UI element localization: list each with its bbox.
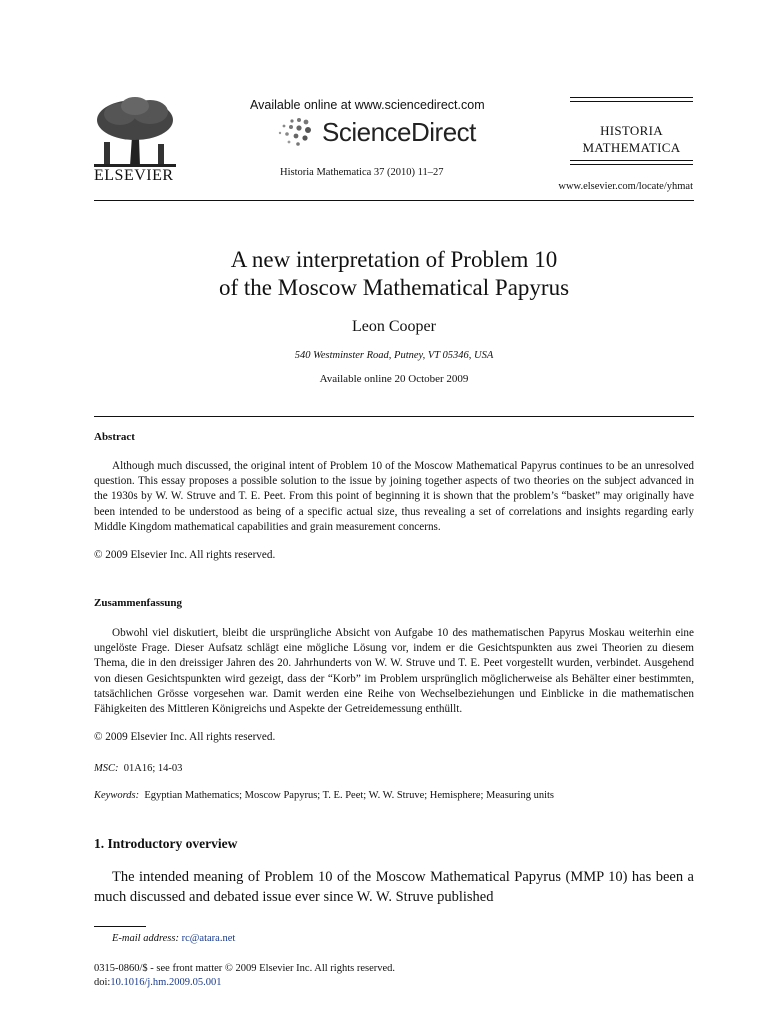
doi-label: doi: — [94, 977, 111, 988]
msc-label: MSC: — [94, 763, 119, 774]
zusammenfassung-copyright: © 2009 Elsevier Inc. All rights reserved. — [94, 731, 276, 743]
abstract-text: Although much discussed, the original intent of Problem 10 of the Moscow Mathematical Papyrus continues to be an unresolved question. This essay proposes a possible solution to the issue by joining together aspects of two theories on the subject advanced in the 1930s by W. W. Struve and T. E. Peet. From this point of beginning it is shown that the problem’s “basket” may originally have been intended to be understood as being of a specific actual size, thus revealing a set of correlations and insights regarding early Middle Kingdom mathematical capabilities and grain measurement concerns. — [94, 460, 694, 533]
article-title-line1: A new interpretation of Problem 10 — [230, 247, 558, 272]
journal-rule — [570, 101, 693, 102]
front-matter: 0315-0860/$ - see front matter © 2009 Elsevier Inc. All rights reserved. — [94, 963, 396, 974]
email-label: E-mail address: — [112, 933, 179, 944]
email-link[interactable]: rc@atara.net — [181, 933, 236, 944]
zusammenfassung-body — [94, 626, 694, 717]
journal-rule — [570, 160, 693, 161]
zusammenfassung-text: Obwohl viel diskutiert, bleibt die ursprüngliche Absicht von Aufgabe 10 des mathematischen Papyrus Moskau weiterhin eine ungelöste Frage. Dieser Aufsatz schlägt eine mögliche Lösung vor, indem er die Gesichtspunkten aus zwei Theorien zu diesem Thema, die in den dreissiger Jahren des 20. Jahrhunderts von W. W. Struve und T. E. Peet vorgestellt wurden, verbindet. Ausgehend von diesen Gesichtspunkten wird gezeigt, dass der “Korb” im Problem ursprünglich möglicherweise als Behälter einer bestimmten, tatsächlichen Grösse vorgesehen war. Damit werden eine Reihe von Wechselbeziehungen und Einblicke in die mathematischen Fähigkeiten des Mittleren Königreichs und Aspekte der Getreidemessung enthüllt. — [94, 627, 694, 716]
msc-value: 01A16; 14-03 — [123, 763, 183, 774]
sciencedirect-logo-text: ScienceDirect — [322, 117, 476, 147]
header-divider — [94, 200, 694, 201]
keywords — [94, 790, 554, 801]
article-title — [94, 246, 694, 302]
available-online-date: Available online 20 October 2009 — [319, 373, 469, 385]
abstract-divider — [94, 416, 694, 417]
publisher-name: ELSEVIER — [94, 167, 174, 184]
doi-line — [94, 977, 221, 988]
sciencedirect-dots-icon — [272, 117, 322, 147]
author-affiliation: 540 Westminster Road, Putney, VT 05346, USA — [294, 350, 494, 361]
doi-link[interactable]: 10.1016/j.hm.2009.05.001 — [110, 977, 222, 988]
zusammenfassung-heading: Zusammenfassung — [94, 597, 183, 609]
journal-url-link[interactable]: www.elsevier.com/locate/yhmat — [558, 181, 693, 192]
journal-name-line1: HISTORIA — [600, 123, 663, 138]
article-title-line2: of the Moscow Mathematical Papyrus — [218, 275, 570, 300]
journal-rule — [570, 97, 693, 98]
footnote-email — [112, 933, 235, 944]
section-text: The intended meaning of Problem 10 of the Moscow Mathematical Papyrus (MMP 10) has been a much discussed and debated issue ever since W. W. Struve published — [94, 869, 694, 905]
abstract-copyright: © 2009 Elsevier Inc. All rights reserved. — [94, 549, 276, 561]
footnote-rule — [94, 926, 146, 927]
section-body — [94, 868, 694, 907]
journal-reference: Historia Mathematica 37 (2010) 11–27 — [280, 167, 444, 178]
msc-classification — [94, 763, 182, 774]
available-online-link[interactable]: Available online at www.sciencedirect.com — [250, 98, 485, 112]
keywords-value: Egyptian Mathematics; Moscow Papyrus; T. E. Peet; W. W. Struve; Hemisphere; Measuring units — [144, 790, 555, 801]
journal-rule — [570, 164, 693, 165]
author-name: Leon Cooper — [352, 318, 436, 335]
abstract-heading: Abstract — [94, 431, 135, 443]
journal-name-line2: MATHEMATICA — [582, 140, 681, 155]
abstract-body — [94, 459, 694, 535]
keywords-label: Keywords: — [94, 790, 140, 801]
section-heading: 1. Introductory overview — [94, 836, 238, 851]
